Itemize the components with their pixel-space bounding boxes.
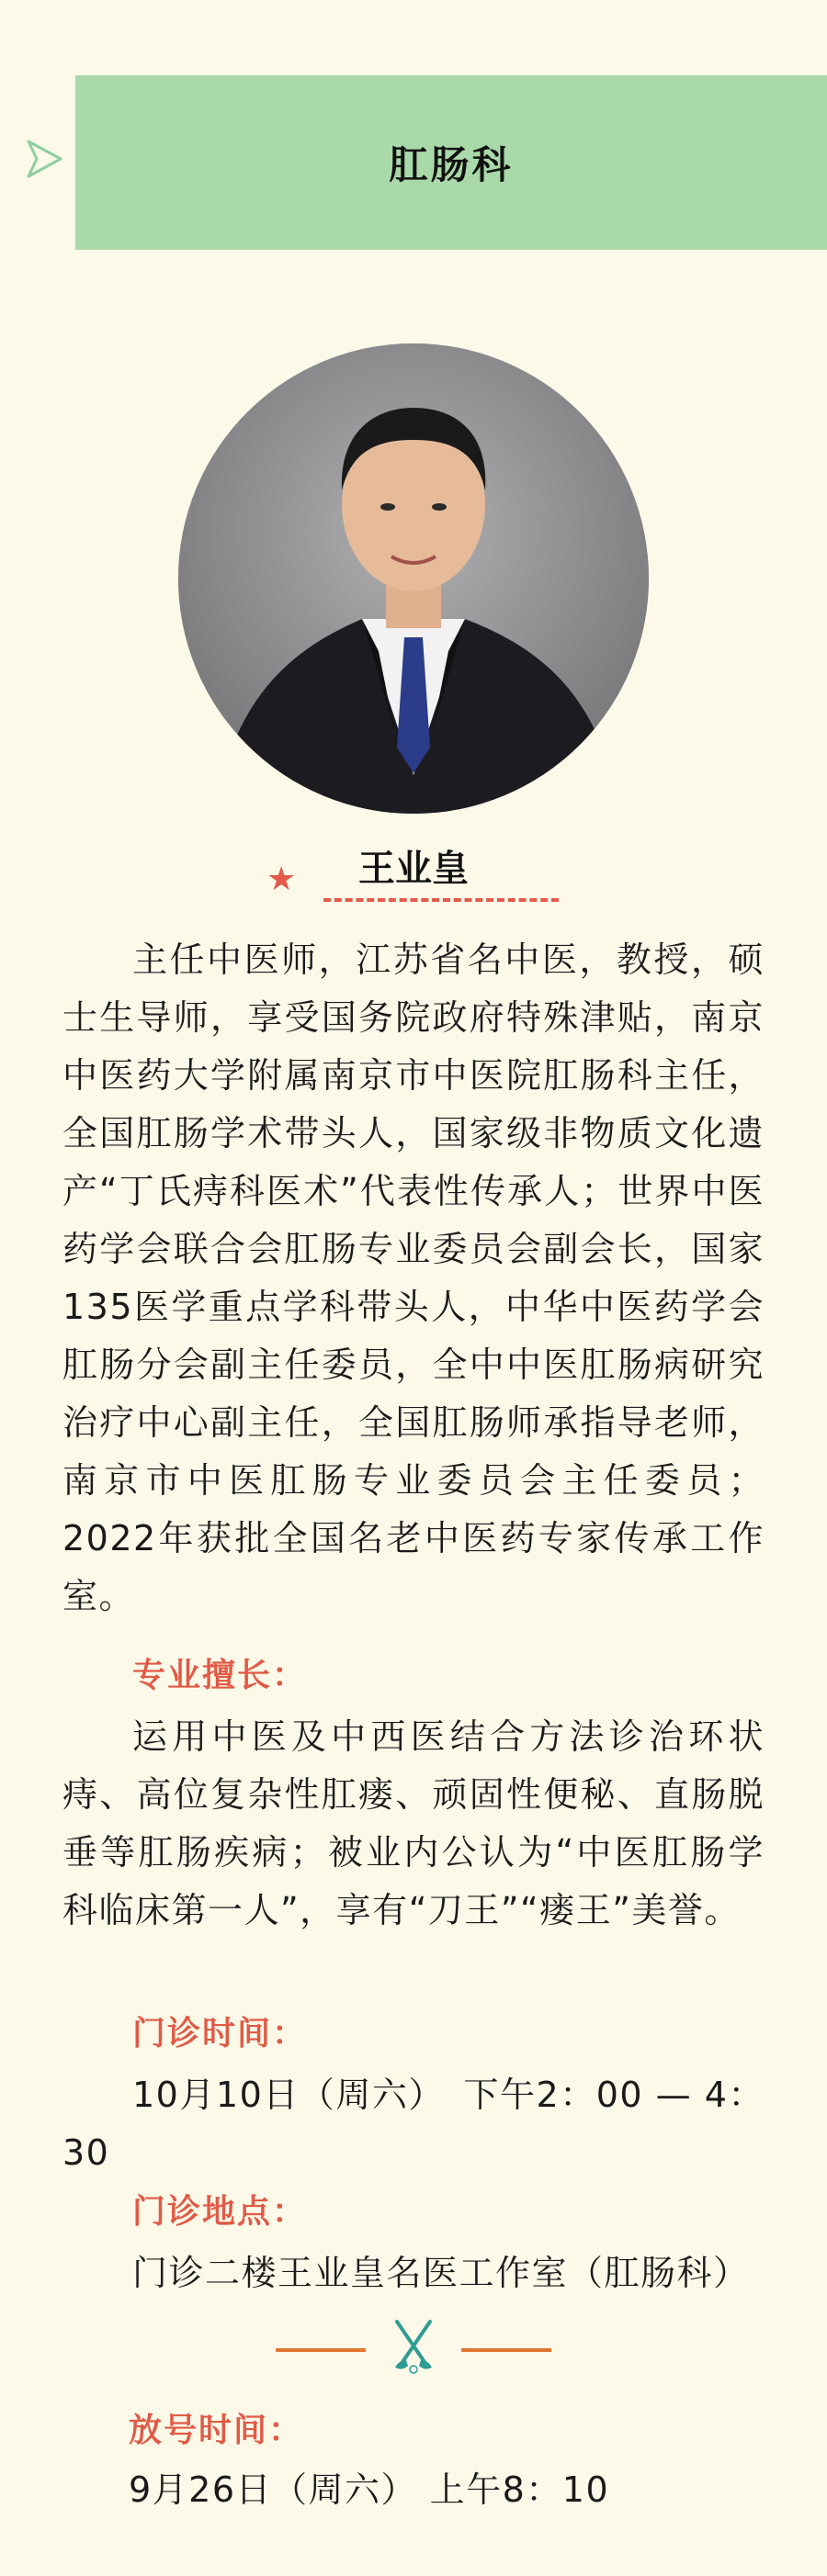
divider-line-left bbox=[276, 2348, 366, 2352]
department-header bbox=[75, 75, 827, 250]
clinic-time-text: 10月10日（周六） 下午2：00 — 4：30 bbox=[62, 2075, 765, 2173]
clinic-location-label: 门诊地点： bbox=[132, 2193, 308, 2231]
doctor-portrait bbox=[178, 343, 649, 814]
star-icon: ★ bbox=[266, 861, 297, 898]
clinic-time-block bbox=[62, 2066, 765, 2182]
ticket-time-text: 9月26日（周六） 上午8：10 bbox=[129, 2469, 610, 2510]
doctor-bio: 主任中医师，江苏省名中医，教授，硕士生导师，享受国务院政府特殊津贴，南京中医药大学附属南京市中医院肛肠科主任，全国肛肠学术带头人，国家级非物质文化遗产“丁氏痔科医术”代表性传承人；世界中医药学会联合会肛肠专业委员会副会长，国家135医学重点学科带头人，中华中医药学会肛肠分会副主任委员，全中中医肛肠病研究治疗中心副主任，全国肛肠师承指导老师，南京市中医肛肠专业委员会主任委员；2022年获批全国名老中医药专家传承工作室。 bbox=[62, 939, 765, 1616]
clinic-time-label: 门诊时间： bbox=[132, 2015, 308, 2053]
divider-line-right bbox=[461, 2348, 551, 2352]
golf-clubs-icon bbox=[384, 2316, 443, 2375]
clinic-location-text: 门诊二楼王业皇名医工作室（肛肠科） bbox=[132, 2253, 750, 2293]
clinic-location-block bbox=[62, 2244, 765, 2302]
doctor-bio-block bbox=[62, 931, 765, 1625]
ticket-time-block bbox=[129, 2461, 772, 2519]
name-dashed-underline bbox=[323, 898, 559, 902]
specialty-text: 运用中医及中西医结合方法诊治环状痔、高位复杂性肛瘘、顽固性便秘、直肠脱垂等肛肠疾病；被业内公认为“中医肛肠学科临床第一人”，享有“刀王”“瘘王”美誉。 bbox=[62, 1716, 765, 1930]
doctor-photo-icon bbox=[178, 343, 649, 814]
specialty-label: 专业擅长： bbox=[132, 1657, 308, 1694]
specialty-block bbox=[62, 1708, 765, 1940]
arrow-right-outline-icon bbox=[26, 138, 64, 180]
doctor-name: 王业皇 bbox=[358, 848, 469, 890]
department-title: 肛肠科 bbox=[389, 142, 514, 187]
ticket-time-label: 放号时间： bbox=[129, 2412, 304, 2449]
